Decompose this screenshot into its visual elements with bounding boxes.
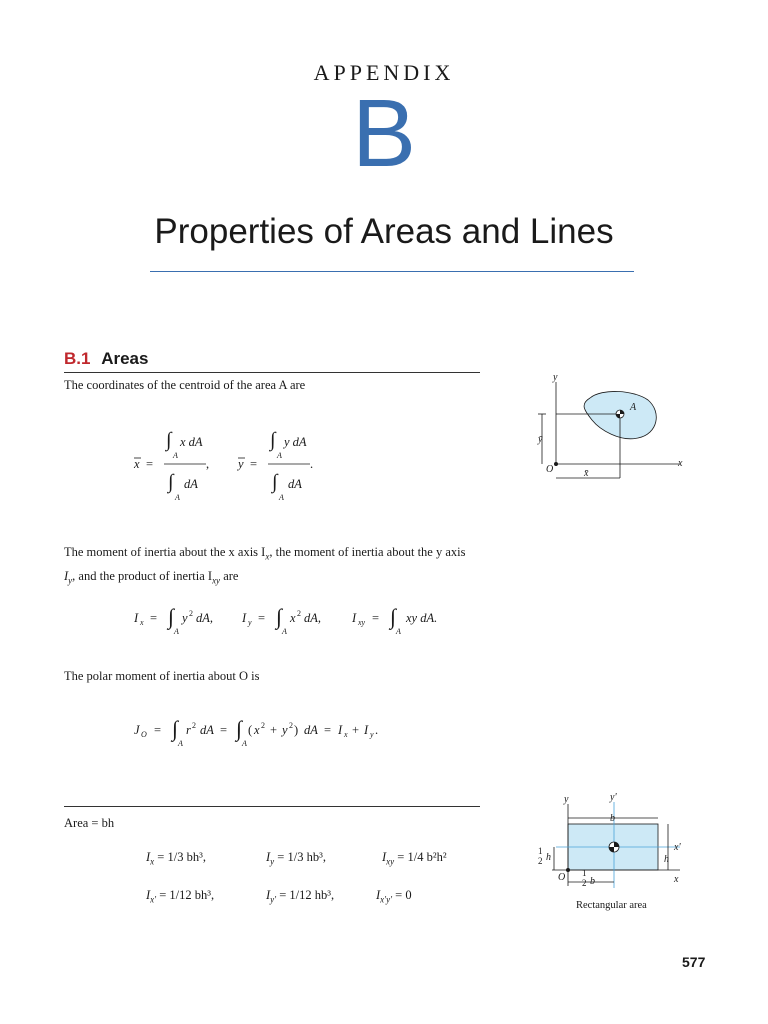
svg-text:A: A — [282, 627, 287, 636]
section-rule — [64, 372, 480, 373]
svg-text:y dA: y dA — [284, 435, 307, 449]
svg-text:=: = — [372, 611, 380, 625]
moment-intro: The moment of inertia about the x axis $I_x$, the moment of inertia about the y axis $I_y$, and the product of inertia $I_{xy}$ are — [64, 545, 466, 585]
svg-text:x: x — [140, 618, 144, 627]
ixp-formula: $I_{x'} = 1/12$ bh³, — [146, 888, 215, 905]
svg-text:A: A — [396, 627, 401, 636]
rect-y-label: y — [564, 794, 569, 805]
svg-text:1: 1 — [538, 846, 543, 856]
fig-area-xbar-label: x̄ — [584, 468, 589, 479]
svg-text:J: J — [134, 723, 140, 737]
svg-text:+: + — [270, 723, 278, 737]
xbar-symbol: x — [134, 457, 140, 471]
svg-text:.: . — [375, 723, 379, 737]
svg-text:x dA: x dA — [180, 435, 203, 449]
svg-text:∫: ∫ — [166, 429, 172, 451]
ybar-symbol: y — [238, 457, 244, 471]
svg-text:1: 1 — [582, 868, 587, 878]
divider-rule — [64, 806, 480, 807]
svg-text:2: 2 — [582, 878, 587, 888]
svg-text:dA: dA — [200, 723, 214, 737]
svg-text:I: I — [364, 723, 369, 737]
svg-text:A: A — [175, 493, 180, 502]
svg-text:∫: ∫ — [270, 429, 276, 451]
rect-h-label: h — [664, 854, 669, 865]
page-number: 577 — [682, 954, 706, 970]
rectangle-figure — [530, 790, 700, 916]
fig-area-y-label: y — [553, 372, 558, 383]
centroid-equations — [120, 420, 360, 510]
svg-text:=: = — [154, 723, 162, 737]
svg-text:x: x — [290, 611, 296, 625]
svg-text:I: I — [134, 611, 139, 625]
svg-text:∫: ∫ — [168, 471, 174, 493]
svg-text:dA: dA — [304, 723, 318, 737]
svg-text:dA,: dA, — [196, 611, 214, 625]
rect-b-label: b — [610, 813, 615, 824]
svg-text:∫: ∫ — [390, 604, 397, 629]
rect-O-label: O — [558, 872, 566, 883]
svg-text:=: = — [150, 611, 158, 625]
svg-text:y: y — [282, 723, 288, 737]
svg-text:A: A — [173, 451, 178, 460]
svg-text:=: = — [146, 457, 154, 471]
title-rule — [150, 271, 634, 272]
svg-text:y: y — [248, 618, 252, 627]
svg-text:∫: ∫ — [276, 604, 283, 629]
svg-text:dA: dA — [184, 477, 198, 491]
fig-area-ybar-label: ȳ — [538, 434, 543, 445]
rect-yprime-label: y' — [610, 792, 617, 803]
svg-text:): ) — [294, 723, 299, 737]
svg-text:=: = — [220, 723, 228, 737]
iyp-formula: $I_{y'} = 1/12$ hb³, — [266, 888, 335, 905]
svg-text:O: O — [141, 730, 147, 739]
svg-text:∫: ∫ — [172, 716, 179, 741]
rect-x-label: x — [674, 874, 679, 885]
svg-text:xy: xy — [358, 618, 366, 627]
svg-text:xy dA.: xy dA. — [406, 611, 438, 625]
svg-text:A: A — [242, 739, 247, 748]
svg-text:I: I — [352, 611, 357, 625]
fig-area-x-label: x — [678, 458, 683, 469]
area-figure — [530, 370, 700, 490]
svg-text:x: x — [344, 730, 348, 739]
svg-text:2: 2 — [289, 721, 293, 730]
fig-area-A-label: A — [630, 402, 637, 413]
polar-equation — [130, 706, 430, 750]
svg-text:x: x — [254, 723, 260, 737]
svg-text:I: I — [338, 723, 343, 737]
area-formula: Area = bh — [64, 816, 115, 830]
svg-text:=: = — [250, 457, 258, 471]
svg-text:∫: ∫ — [272, 471, 278, 493]
inertia-equations — [130, 596, 460, 640]
svg-text:A: A — [279, 493, 284, 502]
section-number: B.1 — [64, 349, 91, 368]
section-title: Areas — [101, 349, 149, 368]
svg-text:dA,: dA, — [304, 611, 322, 625]
polar-intro: The polar moment of inertia about O is — [64, 669, 260, 683]
ix-formula: $I_x = 1/3$ bh³, — [146, 850, 206, 867]
fig-area-O-label: O — [546, 464, 554, 475]
ixpyp-formula: $I_{x'y'} = 0$ — [376, 888, 412, 905]
svg-text:2: 2 — [538, 856, 543, 866]
centroid-intro: The coordinates of the centroid of the area A are — [64, 378, 306, 392]
appendix-label: APPENDIX — [313, 60, 455, 85]
rect-caption: Rectangular area — [576, 900, 647, 911]
svg-text:2: 2 — [297, 609, 301, 618]
svg-text:y: y — [370, 730, 374, 739]
svg-text:r: r — [186, 723, 191, 737]
svg-text:+: + — [352, 723, 360, 737]
svg-text:A: A — [277, 451, 282, 460]
svg-text:h: h — [546, 852, 551, 863]
svg-text:∫: ∫ — [168, 604, 175, 629]
svg-text:2: 2 — [261, 721, 265, 730]
svg-text:dA: dA — [288, 477, 302, 491]
appendix-letter: B — [351, 80, 417, 187]
section-heading — [64, 349, 148, 369]
svg-text:2: 2 — [189, 609, 193, 618]
ixy-formula: $I_{xy} = 1/4$ b²h² — [382, 850, 447, 867]
svg-text:A: A — [178, 739, 183, 748]
svg-text:(: ( — [248, 723, 253, 737]
svg-text:=: = — [258, 611, 266, 625]
iy-formula: $I_y = 1/3$ hb³, — [266, 850, 326, 867]
chapter-title: Properties of Areas and Lines — [154, 212, 614, 251]
svg-text:=: = — [324, 723, 332, 737]
svg-text:2: 2 — [192, 721, 196, 730]
svg-text:.: . — [310, 457, 314, 471]
svg-text:A: A — [174, 627, 179, 636]
svg-text:I: I — [242, 611, 247, 625]
svg-text:y: y — [182, 611, 188, 625]
svg-text:∫: ∫ — [236, 716, 243, 741]
svg-text:,: , — [206, 457, 210, 471]
rect-xprime-label: x' — [674, 842, 681, 853]
svg-text:b: b — [590, 876, 595, 887]
